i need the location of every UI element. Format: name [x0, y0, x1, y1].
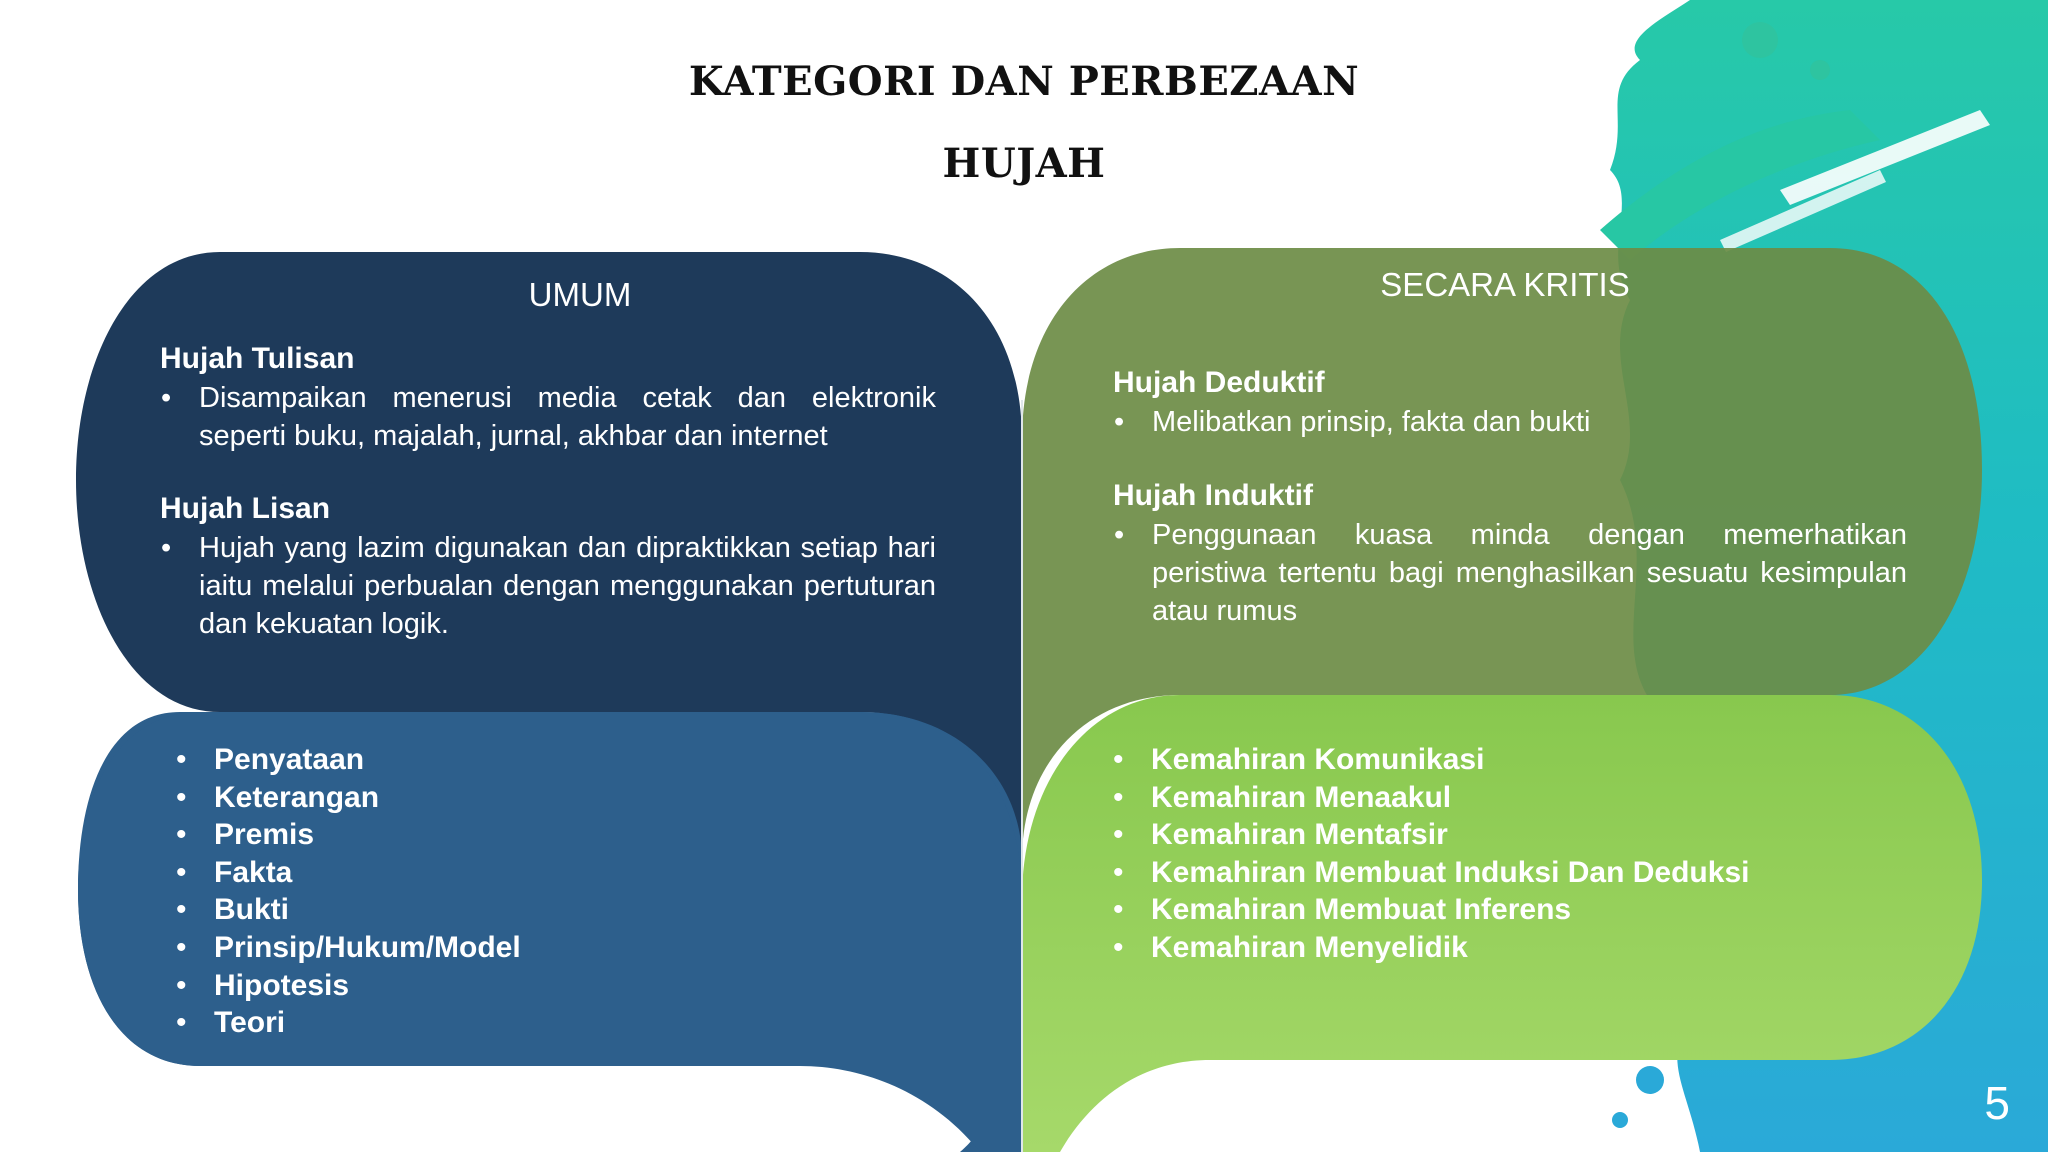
list-item: • Bukti	[176, 891, 521, 929]
bullet-text: Hujah yang lazim digunakan dan dipraktikkan setiap hari iaitu melalui perbualan dengan menggunakan pertuturan dan kekuatan logik.	[199, 532, 936, 640]
umum-section-title-1: Hujah Tulisan	[160, 342, 355, 375]
kritis-item-list	[1113, 741, 1749, 967]
bullet-dot: •	[1114, 519, 1125, 551]
bullet-text: Melibatkan prinsip, fakta dan bukti	[1152, 406, 1591, 438]
umum-section-bullet-2	[161, 529, 936, 643]
list-item: • Hipotesis	[176, 967, 521, 1005]
list-item: • Fakta	[176, 854, 521, 892]
list-item: • Keterangan	[176, 779, 521, 817]
slide-title-line2: HUJAH	[942, 140, 1106, 187]
umum-item-list	[176, 741, 521, 1042]
bullet-dot: •	[1114, 406, 1125, 438]
kritis-section-title-1: Hujah Deduktif	[1113, 366, 1325, 399]
list-item: • Premis	[176, 816, 521, 854]
list-item: • Kemahiran Menaakul	[1113, 779, 1749, 817]
kritis-section-bullet-1	[1114, 403, 1907, 441]
page-number: 5	[1984, 1077, 2010, 1129]
list-item: • Kemahiran Menyelidik	[1113, 929, 1749, 967]
kritis-section-title-2: Hujah Induktif	[1113, 479, 1313, 512]
umum-section-title-2: Hujah Lisan	[160, 492, 331, 525]
bullet-text: Disampaikan menerusi media cetak dan elektronik seperti buku, majalah, jurnal, akhbar dan internet	[199, 382, 936, 452]
umum-heading: UMUM	[528, 276, 632, 313]
bullet-dot: •	[161, 532, 172, 564]
bullet-text: Penggunaan kuasa minda dengan memerhatikan peristiwa tertentu bagi menghasilkan sesuatu kesimpulan atau rumus	[1152, 519, 1907, 627]
kritis-section-bullet-2	[1114, 516, 1907, 630]
list-item: • Kemahiran Membuat Inferens	[1113, 891, 1749, 929]
list-item: • Teori	[176, 1004, 521, 1042]
list-item: • Kemahiran Komunikasi	[1113, 741, 1749, 779]
list-item: • Kemahiran Membuat Induksi Dan Deduksi	[1113, 854, 1749, 892]
list-item: • Kemahiran Mentafsir	[1113, 816, 1749, 854]
umum-section-bullet-1	[161, 379, 936, 455]
bullet-dot: •	[161, 382, 172, 414]
slide-title-line1: KATEGORI DAN PERBEZAAN	[688, 58, 1360, 105]
list-item: • Penyataan	[176, 741, 521, 779]
kritis-heading: SECARA KRITIS	[1380, 266, 1630, 303]
list-item: • Prinsip/Hukum/Model	[176, 929, 521, 967]
